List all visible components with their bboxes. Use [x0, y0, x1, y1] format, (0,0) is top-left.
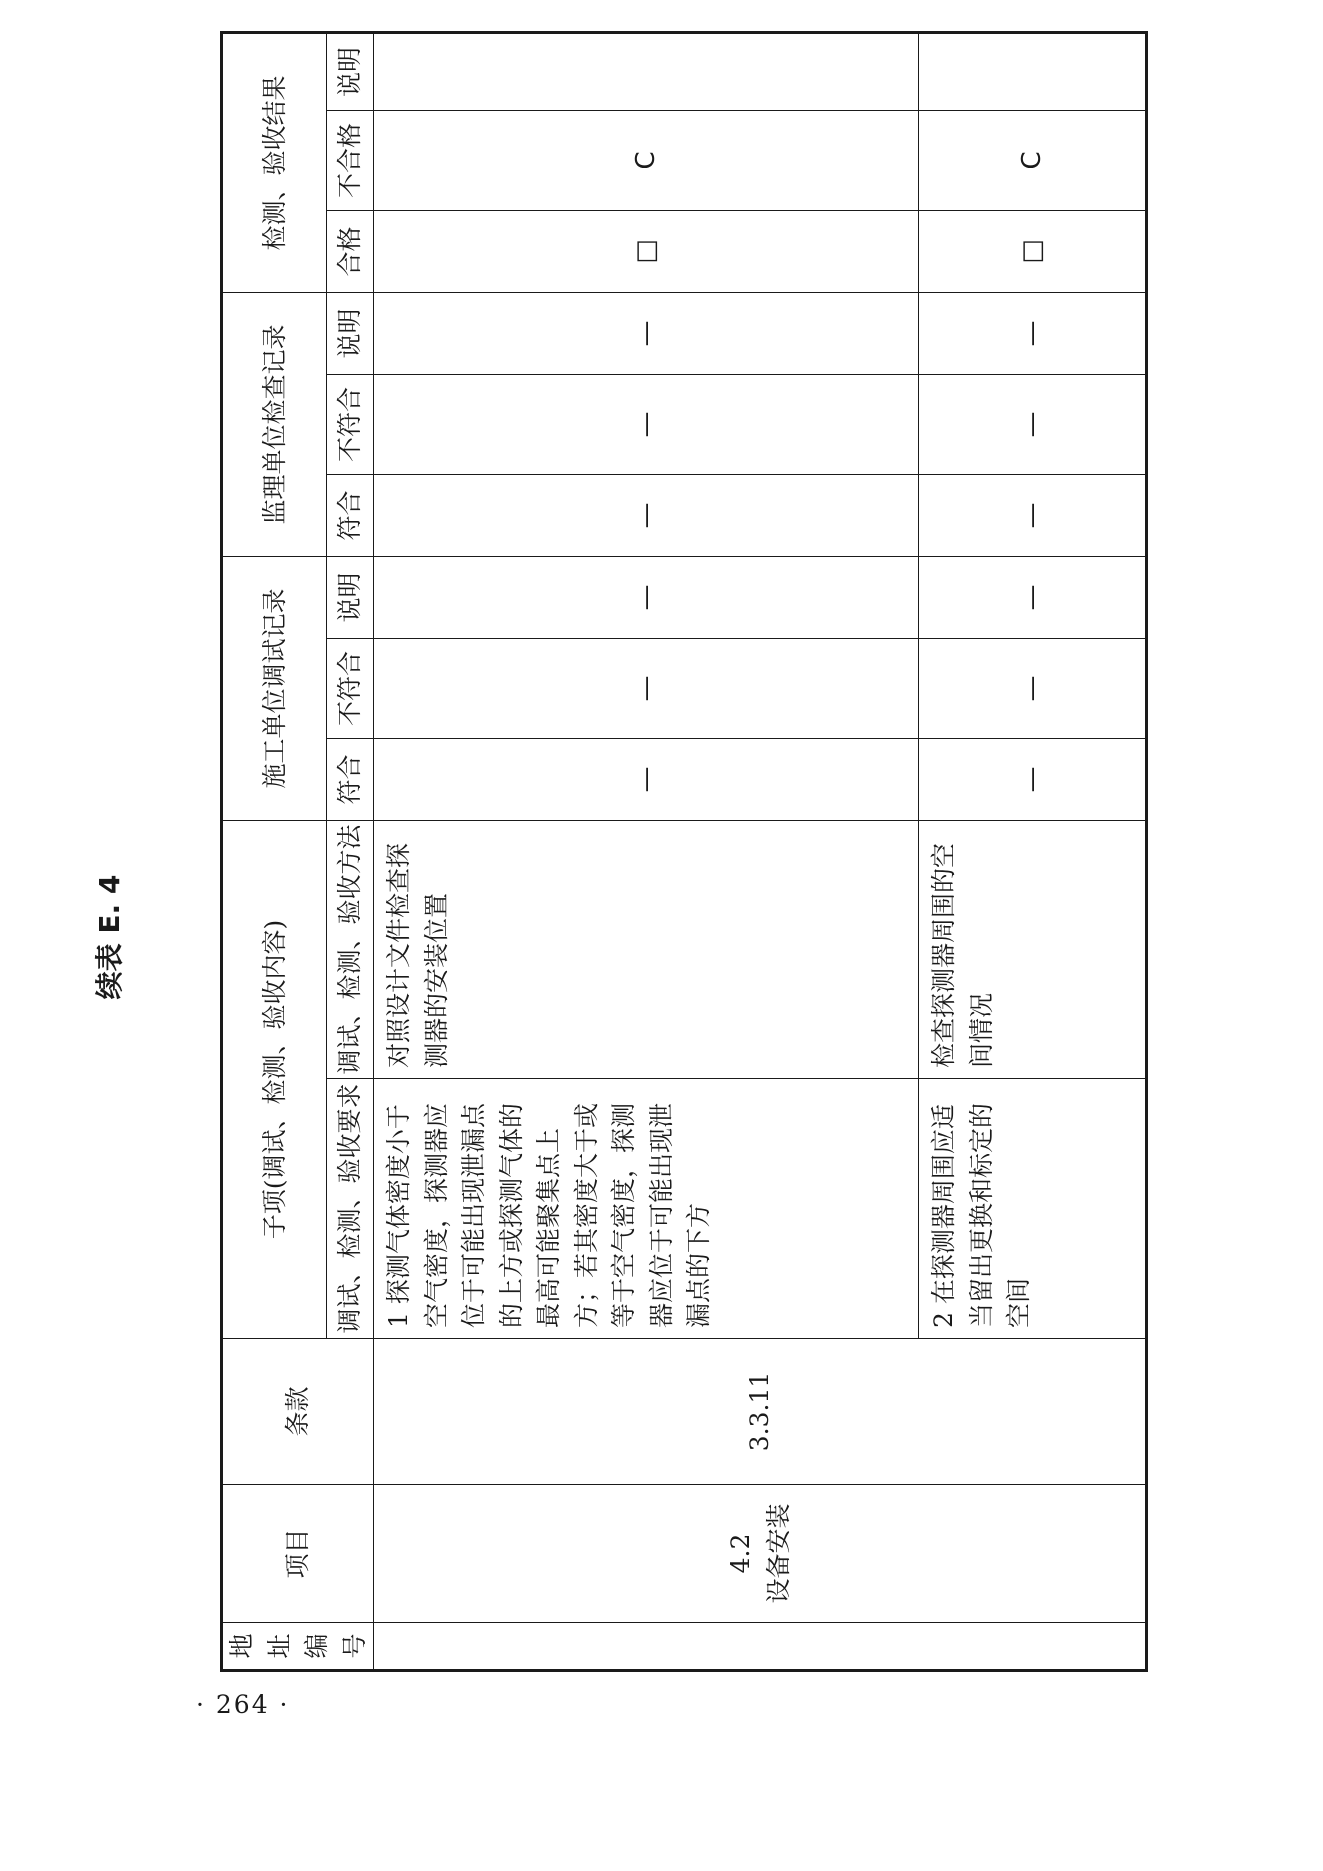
s-conform-cell: — — [919, 474, 1147, 556]
r-remark-cell — [919, 32, 1147, 110]
rotated-table-container — [93, 46, 1132, 1672]
header-construction: 施工单位调试记录 — [222, 556, 327, 820]
header-result: 检测、验收结果 — [222, 32, 327, 292]
header-s-nonconform: 不符合 — [327, 374, 374, 474]
header-supervision: 监理单位检查记录 — [222, 292, 327, 556]
c-remark-cell: — — [919, 556, 1147, 638]
c-conform-cell: — — [374, 738, 919, 820]
requirement-cell: 2 在探测器周围应适当留出更换和标定的空间 — [919, 1079, 1147, 1339]
clause-cell: 3.3.11 — [374, 1339, 1147, 1485]
project-cell — [374, 1485, 1147, 1623]
project-name: 设备安装 — [763, 1503, 793, 1604]
header-project: 项目 — [222, 1485, 374, 1623]
c-remark-cell: — — [374, 556, 919, 638]
requirement-cell: 1 探测气体密度小于空气密度，探测器应位于可能出现泄漏点的上方或探测气体的最高可能聚集点上方；若其密度大于或等于空气密度，探测器应位于可能出现泄漏点的下方 — [374, 1079, 919, 1339]
header-requirement: 调试、检测、验收要求 — [327, 1079, 374, 1339]
inspection-table — [220, 31, 1148, 1672]
qualified-checkbox[interactable]: □ — [919, 210, 1147, 292]
page-number: · 264 · — [196, 1690, 290, 1719]
s-remark-cell: — — [919, 292, 1147, 374]
c-nonconform-cell: — — [374, 638, 919, 738]
unqualified-checkbox[interactable]: C — [374, 110, 919, 210]
address-cell — [374, 1623, 1147, 1671]
unqualified-checkbox[interactable]: C — [919, 110, 1147, 210]
header-address: 地址编号 — [222, 1623, 374, 1671]
table-row — [374, 32, 919, 1670]
header-row-1 — [222, 32, 327, 1670]
header-method: 调试、检测、验收方法 — [327, 820, 374, 1078]
header-c-nonconform: 不符合 — [327, 638, 374, 738]
method-cell: 对照设计文件检查探测器的安装位置 — [374, 820, 919, 1078]
s-nonconform-cell: — — [374, 374, 919, 474]
qualified-checkbox[interactable]: □ — [374, 210, 919, 292]
header-r-unqualified: 不合格 — [327, 110, 374, 210]
header-c-remark: 说明 — [327, 556, 374, 638]
header-s-conform: 符合 — [327, 474, 374, 556]
c-conform-cell: — — [919, 738, 1147, 820]
s-nonconform-cell: — — [919, 374, 1147, 474]
header-s-remark: 说明 — [327, 292, 374, 374]
header-r-qualified: 合格 — [327, 210, 374, 292]
r-remark-cell — [374, 32, 919, 110]
header-clause: 条款 — [222, 1339, 374, 1485]
table-caption: 续表 E. 4 — [93, 874, 126, 1000]
header-r-remark: 说明 — [327, 32, 374, 110]
c-nonconform-cell: — — [919, 638, 1147, 738]
method-cell: 检查探测器周围的空间情况 — [919, 820, 1147, 1078]
project-number: 4.2 — [726, 1533, 755, 1574]
s-remark-cell: — — [374, 292, 919, 374]
s-conform-cell: — — [374, 474, 919, 556]
header-subitem: 子项(调试、检测、验收内容) — [222, 820, 327, 1338]
header-c-conform: 符合 — [327, 738, 374, 820]
